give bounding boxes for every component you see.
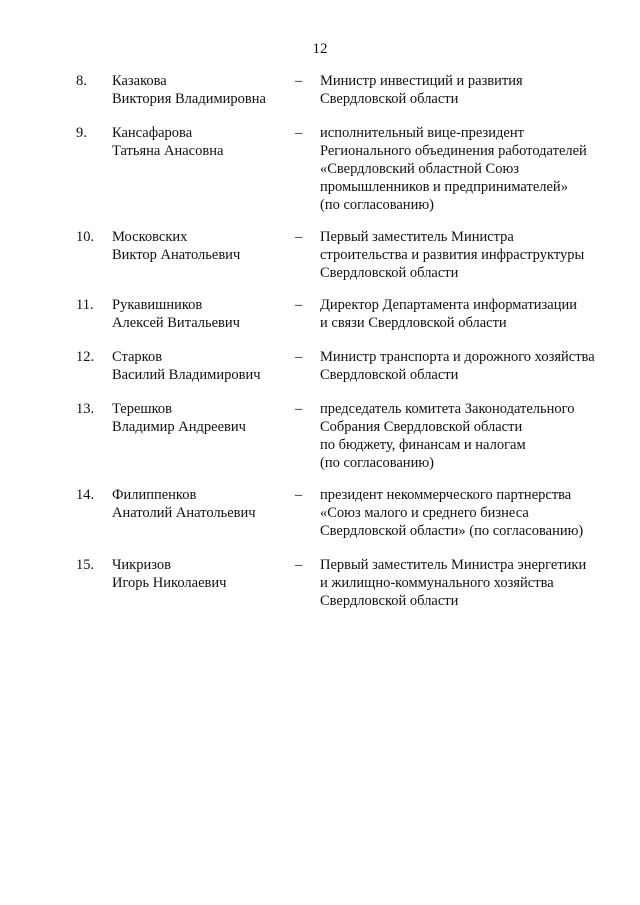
given-names: Алексей Витальевич [112,315,240,331]
given-names: Игорь Николаевич [112,575,227,591]
position-line: Свердловской области [320,265,459,281]
position-line: промышленников и предпринимателей» [320,179,568,195]
given-names: Татьяна Анасовна [112,143,224,159]
entry-name [112,400,292,436]
surname: Рукавишников [112,297,203,313]
position-line: президент некоммерческого партнерства [320,487,572,503]
entry-position [320,228,620,282]
position-line: Собрания Свердловской области [320,419,523,435]
position-line: «Свердловский областной Союз [320,161,520,177]
entry-name [112,228,292,264]
given-names: Виктор Анатольевич [112,247,241,263]
entry-number: 10. [76,229,95,245]
entry-name [112,348,292,384]
entry-name [112,124,292,160]
entry-number: 15. [76,557,95,573]
entry-name [112,556,292,592]
entry-dash: – [295,349,303,365]
position-line: строительства и развития инфраструктуры [320,247,585,263]
position-line: председатель комитета Законодательного [320,401,575,417]
entry-dash: – [295,73,303,89]
entry-dash: – [295,297,303,313]
entry-position [320,348,620,384]
entry-number: 8. [76,73,87,89]
position-line: Регионального объединения работодателей [320,143,587,159]
surname: Казакова [112,73,167,89]
entry-number: 13. [76,401,95,417]
surname: Кансафарова [112,125,193,141]
entry-name [112,296,292,332]
position-line: по бюджету, финансам и налогам [320,437,526,453]
entry-dash: – [295,229,303,245]
position-line: Свердловской области» (по согласованию) [320,523,584,539]
surname: Старков [112,349,163,365]
entry-name [112,486,292,522]
entry-position [320,72,620,108]
position-line: «Союз малого и среднего бизнеса [320,505,529,521]
entry-number: 11. [76,297,94,313]
entry-number: 14. [76,487,95,503]
position-line: Первый заместитель Министра энергетики [320,557,587,573]
entry-position [320,124,620,214]
given-names: Василий Владимирович [112,367,261,383]
position-line: и связи Свердловской области [320,315,507,331]
surname: Чикризов [112,557,171,573]
position-line: исполнительный вице-президент [320,125,524,141]
entry-number: 9. [76,125,87,141]
given-names: Виктория Владимировна [112,91,266,107]
position-line: и жилищно-коммунального хозяйства [320,575,554,591]
entry-dash: – [295,557,303,573]
position-line: (по согласованию) [320,197,434,213]
surname: Терешков [112,401,172,417]
surname: Московских [112,229,188,245]
position-line: Министр транспорта и дорожного хозяйства [320,349,595,365]
entry-position [320,400,620,472]
entry-name [112,72,292,108]
entry-dash: – [295,401,303,417]
entry-dash: – [295,487,303,503]
position-line: Министр инвестиций и развития [320,73,523,89]
position-line: Свердловской области [320,593,459,609]
position-line: Директор Департамента информатизации [320,297,577,313]
given-names: Владимир Андреевич [112,419,246,435]
position-line: (по согласованию) [320,455,434,471]
entry-position [320,296,620,332]
page-number: 12 [312,41,328,57]
position-line: Первый заместитель Министра [320,229,514,245]
entry-position [320,556,620,610]
given-names: Анатолий Анатольевич [112,505,256,521]
position-line: Свердловской области [320,91,459,107]
position-line: Свердловской области [320,367,459,383]
entry-number: 12. [76,349,95,365]
entry-dash: – [295,125,303,141]
entry-position [320,486,620,540]
surname: Филиппенков [112,487,197,503]
